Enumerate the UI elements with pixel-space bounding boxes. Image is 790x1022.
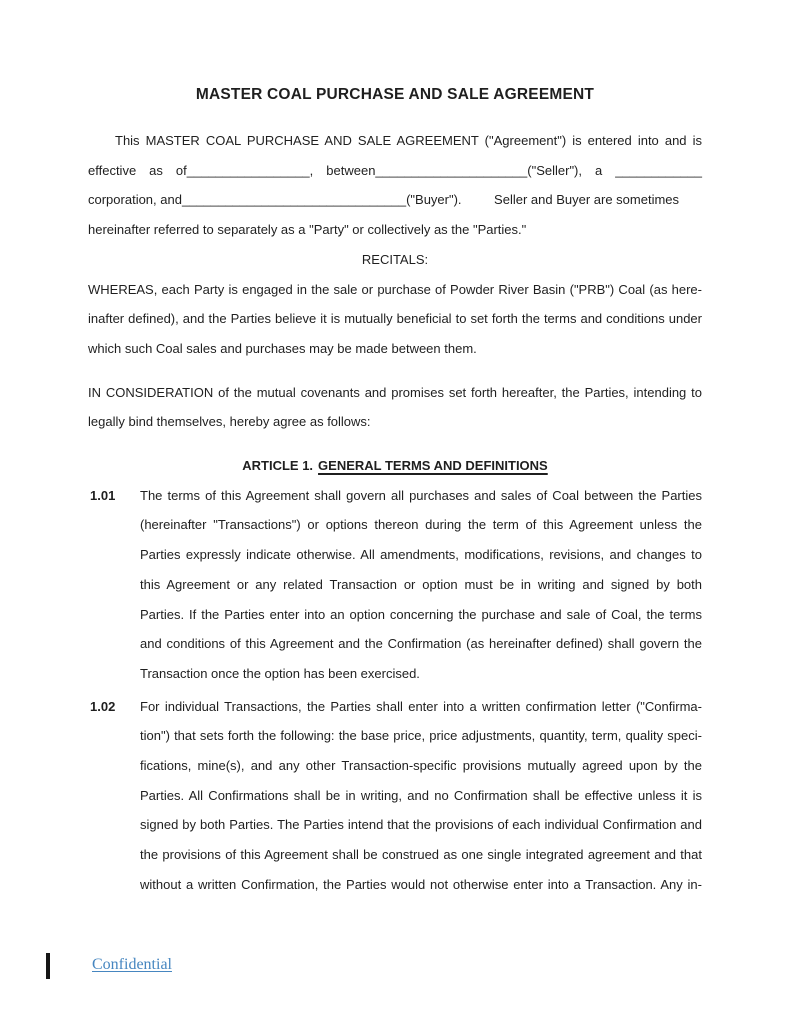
document-body: [88, 0, 702, 900]
section-number: 1.02: [90, 698, 116, 714]
section-line: the provisions of this Agreement shall be construed as one single integrated agreement and that: [140, 847, 702, 863]
section-line: Parties expressly indicate otherwise. All amendments, modifications, revisions, and changes to: [140, 547, 702, 563]
section-line: without a written Confirmation, the Parties would not otherwise enter into a Transaction. Any in-: [140, 876, 702, 892]
section-number: 1.01: [90, 487, 116, 503]
intro-line-blanks-seller: effective as of_________________, between_____________________("Seller"), a ____________: [88, 162, 702, 178]
section-line: fications, mine(s), and any other Transaction-specific provisions mutually agreed upon by the: [140, 758, 702, 774]
section-1-02: [88, 692, 702, 900]
article-1-title: GENERAL TERMS AND DEFINITIONS: [318, 458, 548, 474]
consideration-paragraph: [88, 378, 702, 437]
section-line: and conditions of this Agreement and the Confirmation (as hereinafter defined) shall govern the: [140, 636, 702, 652]
confidential-link[interactable]: Confidential: [92, 956, 172, 973]
section-line: signed by both Parties. The Parties intend that the provisions of each individual Confirmation and: [140, 817, 702, 833]
article-1-number: ARTICLE 1.: [242, 458, 314, 474]
article-1-heading: [88, 451, 702, 481]
section-line: tion") that sets forth the following: the base price, price adjustments, quantity, term, quality speci-: [140, 728, 702, 744]
whereas-line: WHEREAS, each Party is engaged in the sale or purchase of Powder River Basin ("PRB") Coal (as here-: [88, 281, 702, 297]
section-line: Transaction once the option has been exercised.: [140, 665, 420, 681]
section-line: Parties. If the Parties enter into an option concerning the purchase and sale of Coal, the terms: [140, 606, 702, 622]
intro-line: hereinafter referred to separately as a "Party" or collectively as the "Parties.": [88, 222, 527, 238]
intro-paragraph: [88, 126, 702, 245]
intro-line-blanks-buyer: corporation, and_______________________________("Buyer"). Seller and Buyer are sometimes: [88, 192, 680, 208]
footer-cursor-bar: [46, 953, 50, 979]
section-line: For individual Transactions, the Parties shall enter into a written confirmation letter ("Confirma-: [140, 698, 702, 714]
consideration-line: IN CONSIDERATION of the mutual covenants and promises set forth hereafter, the Parties, intending to: [88, 384, 702, 400]
whereas-paragraph: [88, 275, 702, 364]
section-line: Parties. All Confirmations shall be in writing, and no Confirmation shall be effective unless it is: [140, 787, 702, 803]
section-line: this Agreement or any related Transaction or option must be in writing and signed by both: [140, 576, 702, 592]
section-line: (hereinafter "Transactions") or options thereon during the term of this Agreement unless the: [140, 517, 702, 533]
whereas-line: which such Coal sales and purchases may be made between them.: [88, 340, 477, 356]
intro-line: This MASTER COAL PURCHASE AND SALE AGREEMENT ("Agreement") is entered into and is: [115, 133, 702, 148]
section-line: The terms of this Agreement shall govern all purchases and sales of Coal between the Parties: [140, 487, 702, 503]
recitals-heading: RECITALS:: [361, 251, 429, 267]
consideration-line: legally bind themselves, hereby agree as follows:: [88, 414, 371, 430]
document-title: MASTER COAL PURCHASE AND SALE AGREEMENT: [195, 86, 595, 103]
section-1-01: [88, 481, 702, 689]
whereas-line: inafter defined), and the Parties believe it is mutually beneficial to set forth the terms and conditions under: [88, 311, 702, 327]
